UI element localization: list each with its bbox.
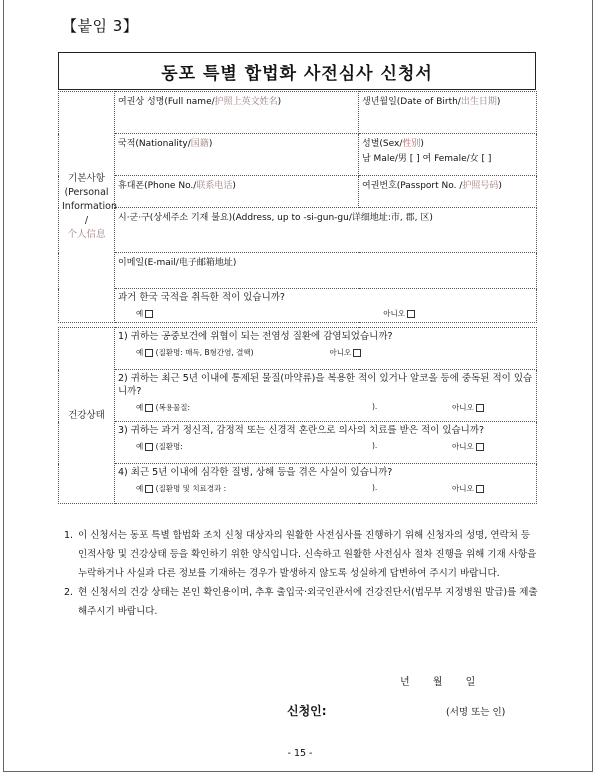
yes-option[interactable] bbox=[136, 402, 372, 413]
yes-detail: (질환명: 매독, B형간염, 결핵) bbox=[155, 348, 254, 357]
field-label: 국적(Nationality/ bbox=[118, 139, 191, 149]
date-of-birth-field[interactable] bbox=[359, 92, 537, 134]
yes-option[interactable] bbox=[136, 308, 153, 319]
application-form-table bbox=[58, 91, 537, 504]
health-question-2 bbox=[115, 370, 537, 422]
section-label-line: 기본사항 bbox=[68, 173, 105, 184]
field-label-cn: 出生日期 bbox=[460, 97, 497, 107]
yes-option[interactable] bbox=[136, 483, 372, 494]
health-question-3 bbox=[115, 422, 537, 464]
section-label-line: Information bbox=[62, 201, 117, 212]
field-label-cn: 护照号码 bbox=[462, 181, 499, 191]
note-text: 이 신청서는 동포 특별 합법화 조치 신청 대상자의 원활한 사전심사를 진행하기 위해 신청자의 성명, 연락처 등 인적사항 및 건강상태 등을 확인하기 위한 양식입니다. 신속하고 원활한 사전심사 절차 진행을 위해 기재 사항을 누락하거나 사실과 다른 정보를 기재하는 경우가 발생하지 않도록 성실하게 답변하여 주시기 바랍니다. bbox=[78, 530, 537, 579]
phone-field[interactable] bbox=[115, 176, 359, 208]
checkbox-icon[interactable] bbox=[145, 349, 153, 357]
field-label-cn: 联系电话 bbox=[196, 181, 233, 191]
email-field[interactable]: 이메일(E-mail/电子邮箱地址) bbox=[115, 253, 537, 289]
option-label: 아니오 bbox=[452, 442, 474, 451]
option-label: 예 bbox=[136, 403, 144, 412]
field-label: 휴대폰(Phone No./ bbox=[118, 181, 197, 191]
option-label: 아니오 bbox=[383, 309, 405, 318]
full-name-field[interactable] bbox=[115, 92, 359, 134]
option-label: 아니오 bbox=[452, 484, 474, 493]
field-label-end: ) bbox=[498, 181, 502, 191]
signature-field[interactable]: (서명 또는 인) bbox=[446, 707, 506, 718]
section-label-line: (Personal bbox=[64, 187, 109, 198]
option-label: 예 bbox=[136, 348, 144, 357]
address-field[interactable]: 시·군·구(상세주소 기재 불요)(Address, up to -si-gun-gu/详细地址:市, 郡, 区) bbox=[115, 208, 537, 253]
question-text: 과거 한국 국적을 취득한 적이 있습니까? bbox=[118, 292, 285, 303]
yes-detail: (복용물질: bbox=[155, 403, 191, 412]
sex-field[interactable] bbox=[359, 134, 537, 176]
option-label: 예 bbox=[136, 309, 144, 318]
health-section-label: 건강상태 bbox=[59, 328, 115, 504]
question-text: 3) 귀하는 과거 정신적, 감정적 또는 신경적 혼란으로 의사의 치료를 받은 적이 있습니까? bbox=[118, 425, 485, 436]
section-label-cn: 个人信息 bbox=[67, 229, 106, 240]
question-text: 1) 귀하는 공중보건에 위협이 되는 전염성 질환에 감염되었습니까? bbox=[118, 331, 393, 342]
no-option[interactable] bbox=[330, 347, 362, 358]
field-label: 생년월일(Date of Birth/ bbox=[362, 97, 461, 107]
field-label-cn: 性别 bbox=[402, 139, 421, 149]
note-item bbox=[64, 526, 540, 583]
no-option[interactable] bbox=[452, 402, 484, 413]
sex-options[interactable]: 남 Male/男 [ ] 여 Female/女 [ ] bbox=[362, 154, 492, 164]
question-text: 4) 최근 5년 이내에 심각한 질병, 상해 등을 겪은 사실이 있습니까? bbox=[118, 467, 393, 478]
field-label-cn: 护照上英文姓名 bbox=[214, 97, 278, 107]
note-number: 1. bbox=[64, 530, 74, 541]
checkbox-icon[interactable] bbox=[145, 310, 153, 318]
no-option[interactable] bbox=[383, 308, 415, 319]
checkbox-icon[interactable] bbox=[145, 485, 153, 493]
note-text: 현 신청서의 건강 상태는 본인 확인용이며, 추후 출입국·외국인관서에 건강진단서(법무부 지정병원 발급)를 제출해주시기 바랍니다. bbox=[78, 587, 538, 617]
close-paren: ). bbox=[372, 483, 378, 492]
checkbox-icon[interactable] bbox=[476, 404, 484, 412]
date-line[interactable]: 년 월 일 bbox=[400, 677, 476, 688]
note-item bbox=[64, 583, 540, 621]
yes-detail: (질환명: bbox=[155, 442, 183, 451]
korean-citizenship-question bbox=[115, 289, 537, 323]
field-label-end: ) bbox=[496, 97, 501, 107]
health-question-4 bbox=[115, 464, 537, 504]
passport-number-field[interactable] bbox=[359, 176, 537, 208]
note-number: 2. bbox=[64, 587, 74, 598]
field-label-cn: 国籍 bbox=[190, 139, 209, 149]
checkbox-icon[interactable] bbox=[476, 485, 484, 493]
checkbox-icon[interactable] bbox=[353, 349, 361, 357]
field-label: 여권번호(Passport No. / bbox=[362, 181, 463, 191]
checkbox-icon[interactable] bbox=[145, 404, 153, 412]
notes bbox=[64, 526, 540, 621]
signer-label: 신청인: bbox=[287, 704, 327, 718]
field-label-end: ) bbox=[232, 181, 236, 191]
close-paren: ). bbox=[372, 402, 378, 411]
field-label-end: ) bbox=[277, 97, 282, 107]
field-label-end: ) bbox=[208, 139, 213, 149]
question-text: 2) 귀하는 최근 5년 이내에 통제된 물질(마약류)을 복용한 적이 있거나 알코올 등에 중독된 적이 있습니까? bbox=[118, 373, 533, 397]
nationality-field[interactable] bbox=[115, 134, 359, 176]
option-label: 아니오 bbox=[452, 403, 474, 412]
checkbox-icon[interactable] bbox=[407, 310, 415, 318]
yes-option[interactable] bbox=[136, 441, 372, 452]
field-label-end: ) bbox=[420, 139, 424, 149]
yes-detail: (질환명 및 치료경과 : bbox=[155, 484, 227, 493]
no-option[interactable] bbox=[452, 441, 484, 452]
checkbox-icon[interactable] bbox=[145, 443, 153, 451]
personal-info-section-label bbox=[59, 92, 115, 323]
field-label: 여권상 성명(Full name/ bbox=[118, 97, 215, 107]
yes-option[interactable] bbox=[136, 347, 254, 358]
page-number: - 15 - bbox=[287, 748, 313, 759]
health-question-1 bbox=[115, 328, 537, 370]
no-option[interactable] bbox=[452, 483, 484, 494]
option-label: 예 bbox=[136, 484, 144, 493]
checkbox-icon[interactable] bbox=[476, 443, 484, 451]
field-label: 성별(Sex/ bbox=[362, 139, 403, 149]
option-label: 아니오 bbox=[329, 348, 352, 357]
close-paren: ). bbox=[372, 441, 378, 450]
section-label-line: / bbox=[84, 215, 89, 226]
attachment-label: 【붙임 3】 bbox=[62, 17, 139, 35]
form-title: 동포 특별 합법화 사전심사 신청서 bbox=[58, 52, 536, 90]
option-label: 예 bbox=[136, 442, 144, 451]
